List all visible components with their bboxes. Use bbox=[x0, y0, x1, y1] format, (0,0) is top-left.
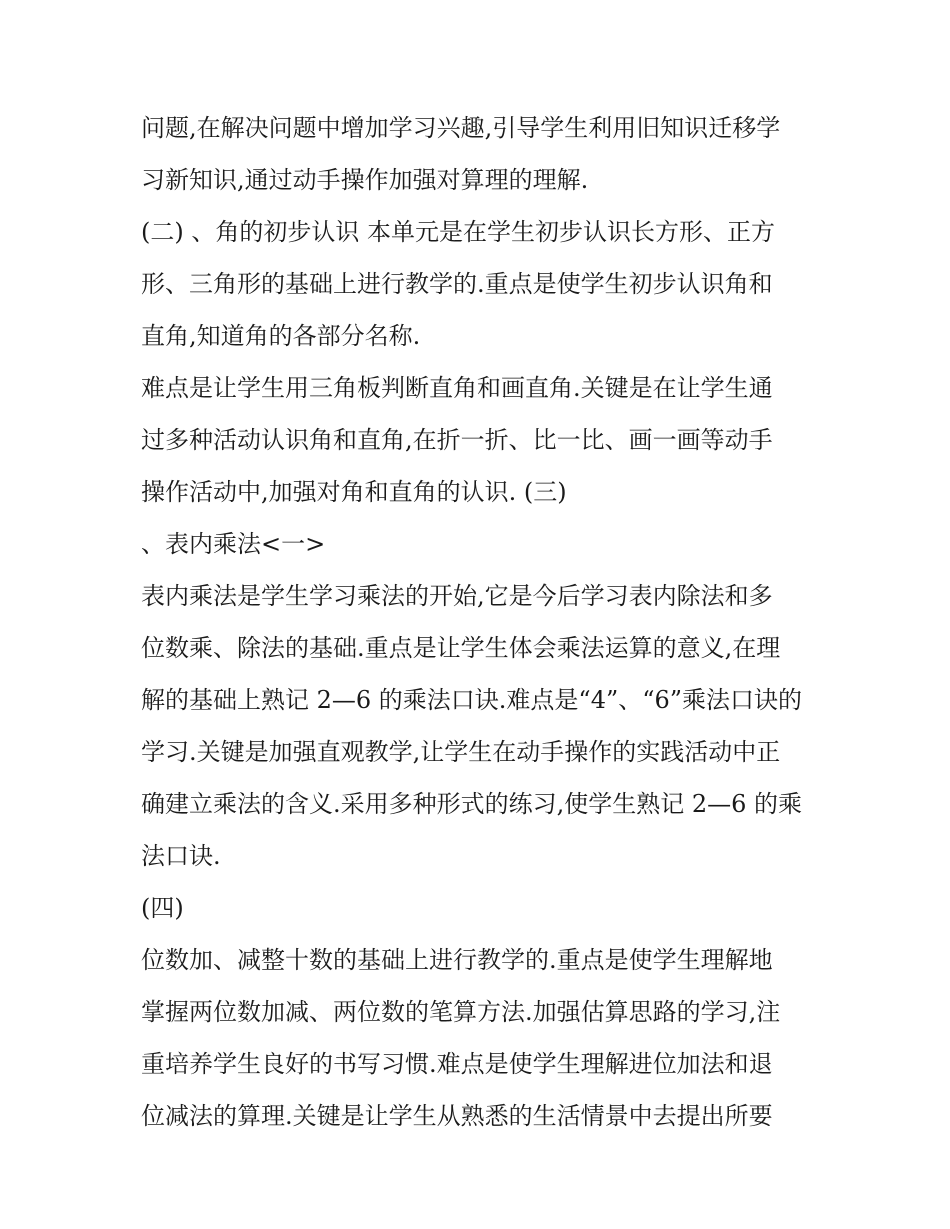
text-line: 解的基础上熟记 2—6 的乘法口诀.难点是“4”、“6”乘法口诀的 bbox=[141, 686, 803, 714]
text-line: 形、三角形的基础上进行教学的.重点是使学生初步认识角和 bbox=[141, 270, 773, 298]
text-line: 学习.关键是加强直观教学,让学生在动手操作的实践活动中正 bbox=[141, 738, 781, 766]
text-line: 、表内乘法<一> bbox=[141, 530, 326, 558]
text-line: 问题,在解决问题中增加学习兴趣,引导学生利用旧知识迁移学 bbox=[141, 114, 781, 142]
text-line: 位数乘、除法的基础.重点是让学生体会乘法运算的意义,在理 bbox=[141, 634, 781, 662]
text-line: 操作活动中,加强对角和直角的认识. (三) bbox=[141, 478, 567, 506]
text-line: 难点是让学生用三角板判断直角和画直角.关键是在让学生通 bbox=[141, 374, 773, 402]
text-line: 表内乘法是学生学习乘法的开始,它是今后学习表内除法和多 bbox=[141, 582, 773, 610]
text-line: 确建立乘法的含义.采用多种形式的练习,使学生熟记 2—6 的乘 bbox=[141, 790, 803, 818]
text-line: (二) 、角的初步认识 本单元是在学生初步认识长方形、正方 bbox=[141, 218, 775, 246]
text-line: 重培养学生良好的书写习惯.难点是使学生理解进位加法和退 bbox=[141, 1050, 773, 1078]
text-line: 过多种活动认识角和直角,在折一折、比一比、画一画等动手 bbox=[141, 426, 773, 454]
text-line: 位减法的算理.关键是让学生从熟悉的生活情景中去提出所要 bbox=[141, 1102, 773, 1130]
text-line: 习新知识,通过动手操作加强对算理的理解. bbox=[141, 166, 589, 194]
document-body bbox=[141, 102, 821, 1142]
text-line: 法口诀. bbox=[141, 842, 221, 870]
text-line: (四) bbox=[141, 894, 184, 922]
text-line: 位数加、减整十数的基础上进行教学的.重点是使学生理解地 bbox=[141, 946, 773, 974]
text-line: 直角,知道角的各部分名称. bbox=[141, 322, 421, 350]
text-line: 掌握两位数加减、两位数的笔算方法.加强估算思路的学习,注 bbox=[141, 998, 781, 1026]
